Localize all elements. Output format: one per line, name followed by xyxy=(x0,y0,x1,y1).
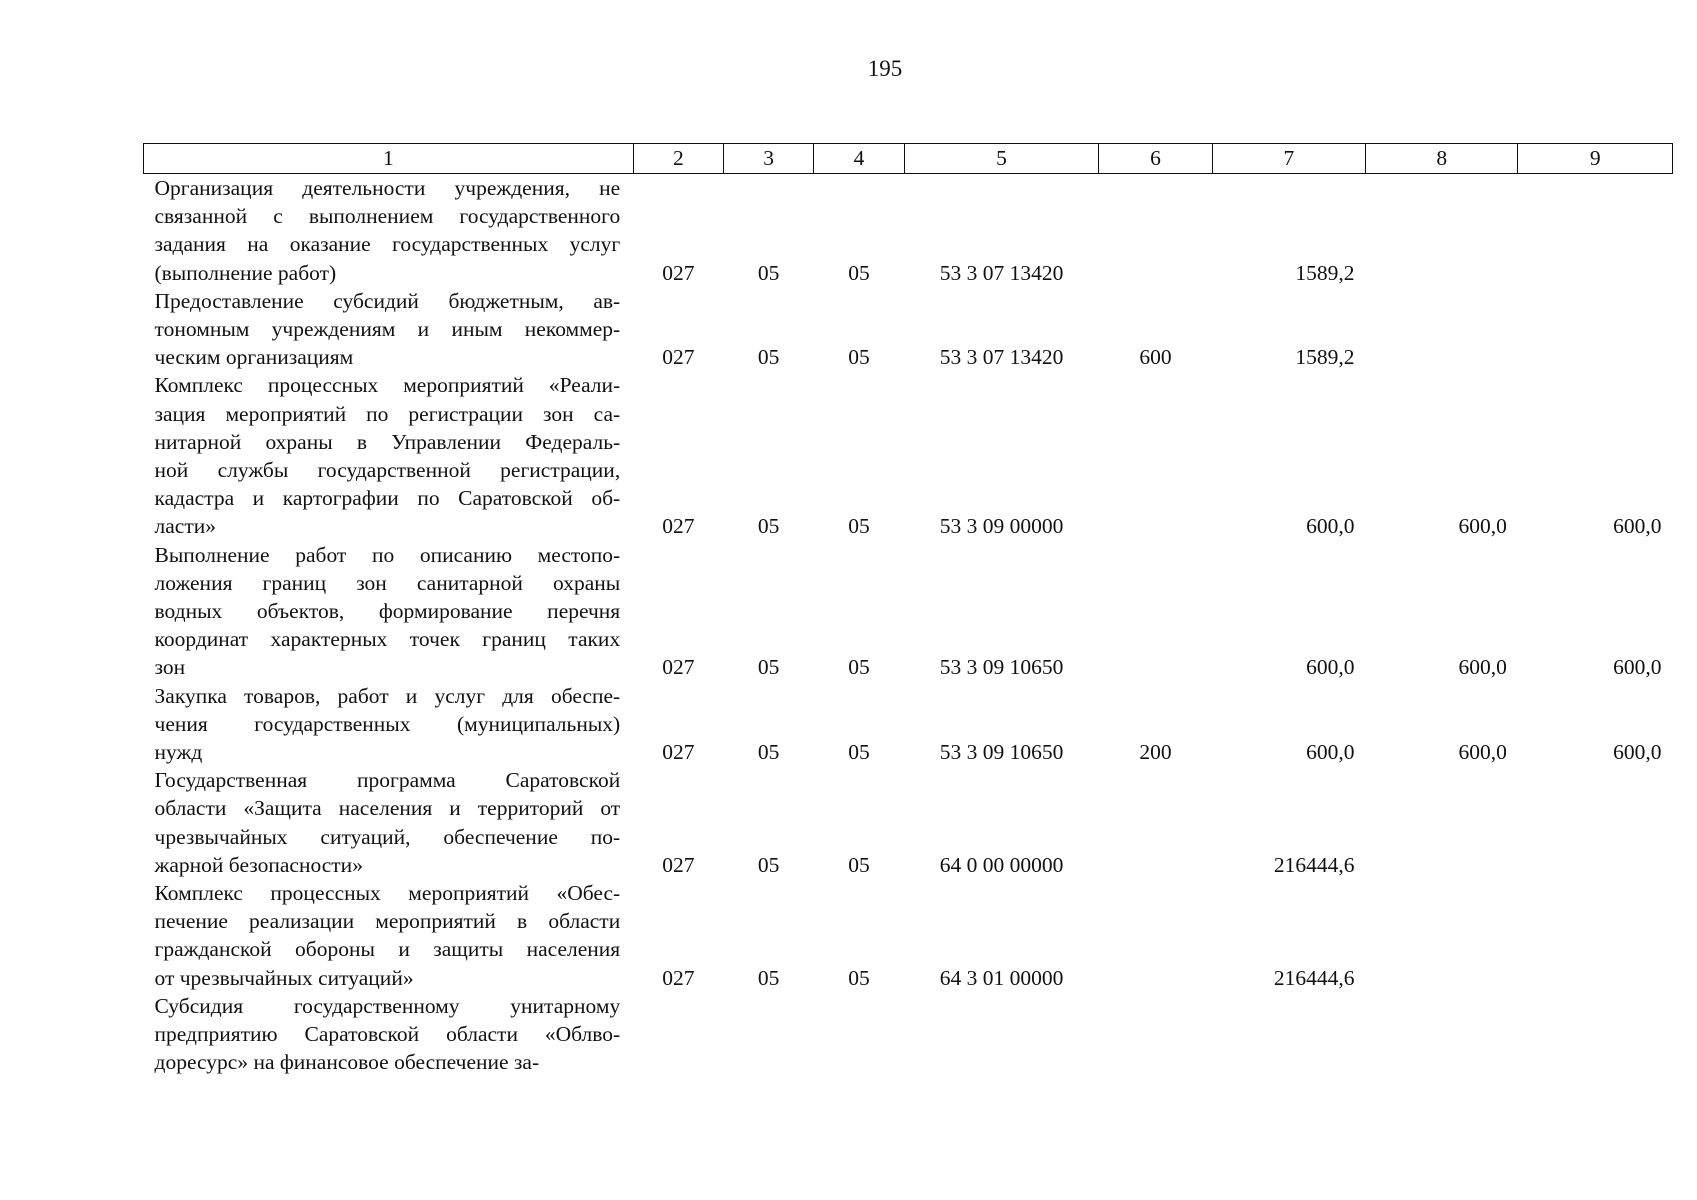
section-code: 05 xyxy=(757,965,780,990)
table-row xyxy=(144,682,1673,767)
subsection-code xyxy=(814,992,904,1077)
description-line: водных объектов, формирование перечня xyxy=(154,599,621,624)
description-line: зон xyxy=(154,655,186,680)
target-article-code xyxy=(904,992,1099,1077)
ministry-code: 027 xyxy=(662,514,695,539)
expense-type-code xyxy=(1099,992,1212,1077)
table-row xyxy=(144,766,1673,879)
amount-year-3: 600,0 xyxy=(1613,740,1662,765)
col-header-3: 3 xyxy=(724,144,814,174)
subsection-code: 05 xyxy=(848,740,870,765)
target-article-code: 53 3 09 00000 xyxy=(939,514,1064,539)
description-line: Государственная программа Саратовской xyxy=(154,768,621,793)
subsection-code: 05 xyxy=(848,655,870,680)
ministry-code xyxy=(633,992,723,1077)
row-description xyxy=(144,371,634,540)
description-line: доресурс» на финансовое обеспечение за- xyxy=(154,1050,540,1075)
amount-year-3 xyxy=(1518,287,1673,372)
table-row xyxy=(144,541,1673,682)
col-header-5: 5 xyxy=(904,144,1099,174)
amount-year-2 xyxy=(1366,287,1518,372)
table-row xyxy=(144,174,1673,287)
description-line: Субсидия государственному унитарному xyxy=(154,993,621,1018)
budget-table xyxy=(143,143,1673,1077)
subsection-code: 05 xyxy=(848,514,870,539)
amount-year-3: 600,0 xyxy=(1613,655,1662,680)
section-code: 05 xyxy=(757,260,780,285)
description-line: координат характерных точек границ таких xyxy=(154,627,621,652)
description-line: гражданской обороны и защиты населения xyxy=(154,937,621,962)
col-header-1: 1 xyxy=(144,144,634,174)
amount-year-3: 600,0 xyxy=(1613,514,1662,539)
row-description xyxy=(144,766,634,879)
col-header-8: 8 xyxy=(1366,144,1518,174)
ministry-code: 027 xyxy=(662,740,695,765)
amount-year-3 xyxy=(1518,174,1673,287)
expense-type-code xyxy=(1099,879,1212,992)
section-code: 05 xyxy=(757,345,780,370)
target-article-code: 64 3 01 00000 xyxy=(939,965,1064,990)
description-line: Предоставление субсидий бюджетным, ав- xyxy=(154,288,621,313)
description-line: связанной с выполнением государственного xyxy=(154,204,621,229)
ministry-code: 027 xyxy=(662,260,695,285)
description-line: нужд xyxy=(154,740,203,765)
description-line: зация мероприятий по регистрации зон са- xyxy=(154,401,621,426)
row-description xyxy=(144,879,634,992)
target-article-code: 53 3 09 10650 xyxy=(939,740,1064,765)
expense-type-code xyxy=(1099,371,1212,540)
expense-type-code xyxy=(1099,766,1212,879)
amount-year-2: 600,0 xyxy=(1458,514,1507,539)
description-line: Комплекс процессных мероприятий «Обес- xyxy=(154,881,621,906)
section-code: 05 xyxy=(757,514,780,539)
table-row xyxy=(144,287,1673,372)
description-line: Организация деятельности учреждения, не xyxy=(154,176,621,200)
subsection-code: 05 xyxy=(848,345,870,370)
subsection-code: 05 xyxy=(848,852,870,877)
description-line: ной службы государственной регистрации, xyxy=(154,458,621,483)
description-line: нитарной охраны в Управлении Федераль- xyxy=(154,429,621,454)
table-row xyxy=(144,992,1673,1077)
table-body xyxy=(144,174,1673,1077)
description-line: ложения границ зон санитарной охраны xyxy=(154,570,621,595)
target-article-code: 53 3 07 13420 xyxy=(939,345,1064,370)
amount-year-1: 1589,2 xyxy=(1295,345,1355,370)
description-line: чения государственных (муниципальных) xyxy=(154,711,621,736)
page-number: 195 xyxy=(867,56,903,81)
amount-year-2 xyxy=(1366,992,1518,1077)
amount-year-2 xyxy=(1366,879,1518,992)
amount-year-2: 600,0 xyxy=(1458,655,1507,680)
description-line: чрезвычайных ситуаций, обеспечение по- xyxy=(154,824,621,849)
amount-year-1: 600,0 xyxy=(1306,514,1355,539)
description-line: задания на оказание государственных услуг xyxy=(154,232,621,257)
amount-year-1 xyxy=(1212,992,1365,1077)
section-code: 05 xyxy=(757,852,780,877)
description-line: кадастра и картографии по Саратовской об- xyxy=(154,486,621,511)
expense-type-code xyxy=(1099,174,1212,287)
description-line: Закупка товаров, работ и услуг для обеспе- xyxy=(154,683,621,708)
description-line: ческим организациям xyxy=(154,345,354,370)
row-description xyxy=(144,541,634,682)
amount-year-1: 600,0 xyxy=(1306,655,1355,680)
description-line: тономным учреждениям и иным некоммер- xyxy=(154,317,621,342)
col-header-6: 6 xyxy=(1099,144,1212,174)
description-line: ласти» xyxy=(154,514,216,539)
col-header-4: 4 xyxy=(814,144,904,174)
amount-year-3 xyxy=(1518,766,1673,879)
target-article-code: 53 3 07 13420 xyxy=(939,260,1064,285)
description-line: печение реализации мероприятий в области xyxy=(154,909,621,934)
description-line: Комплекс процессных мероприятий «Реали- xyxy=(154,373,621,398)
ministry-code: 027 xyxy=(662,852,695,877)
section-code: 05 xyxy=(757,740,780,765)
col-header-7: 7 xyxy=(1212,144,1365,174)
description-line: Выполнение работ по описанию местопо- xyxy=(154,542,621,567)
table-row xyxy=(144,879,1673,992)
amount-year-1: 216444,6 xyxy=(1273,965,1355,990)
row-description xyxy=(144,287,634,372)
amount-year-1: 600,0 xyxy=(1306,740,1355,765)
amount-year-2 xyxy=(1366,766,1518,879)
table-row xyxy=(144,371,1673,540)
description-line: от чрезвычайных ситуаций» xyxy=(154,965,414,990)
table-header-row xyxy=(144,144,1673,174)
section-code: 05 xyxy=(757,655,780,680)
expense-type-code: 600 xyxy=(1139,345,1172,370)
row-description xyxy=(144,174,634,287)
description-line: предприятию Саратовской области «Облво- xyxy=(154,1022,621,1047)
ministry-code: 027 xyxy=(662,345,695,370)
row-description xyxy=(144,682,634,767)
ministry-code: 027 xyxy=(662,965,695,990)
ministry-code: 027 xyxy=(662,655,695,680)
description-line: области «Защита населения и территорий от xyxy=(154,796,621,821)
description-line: жарной безопасности» xyxy=(154,852,363,877)
subsection-code: 05 xyxy=(848,965,870,990)
target-article-code: 64 0 00 00000 xyxy=(939,852,1064,877)
description-line: (выполнение работ) xyxy=(154,260,337,285)
amount-year-3 xyxy=(1518,992,1673,1077)
amount-year-2 xyxy=(1366,174,1518,287)
expense-type-code xyxy=(1099,541,1212,682)
amount-year-1: 1589,2 xyxy=(1295,260,1355,285)
target-article-code: 53 3 09 10650 xyxy=(939,655,1064,680)
col-header-2: 2 xyxy=(633,144,723,174)
col-header-9: 9 xyxy=(1518,144,1673,174)
expense-type-code: 200 xyxy=(1139,740,1172,765)
section-code xyxy=(724,992,814,1077)
amount-year-1: 216444,6 xyxy=(1273,852,1355,877)
amount-year-2: 600,0 xyxy=(1458,740,1507,765)
row-description xyxy=(144,992,634,1077)
subsection-code: 05 xyxy=(848,260,870,285)
amount-year-3 xyxy=(1518,879,1673,992)
